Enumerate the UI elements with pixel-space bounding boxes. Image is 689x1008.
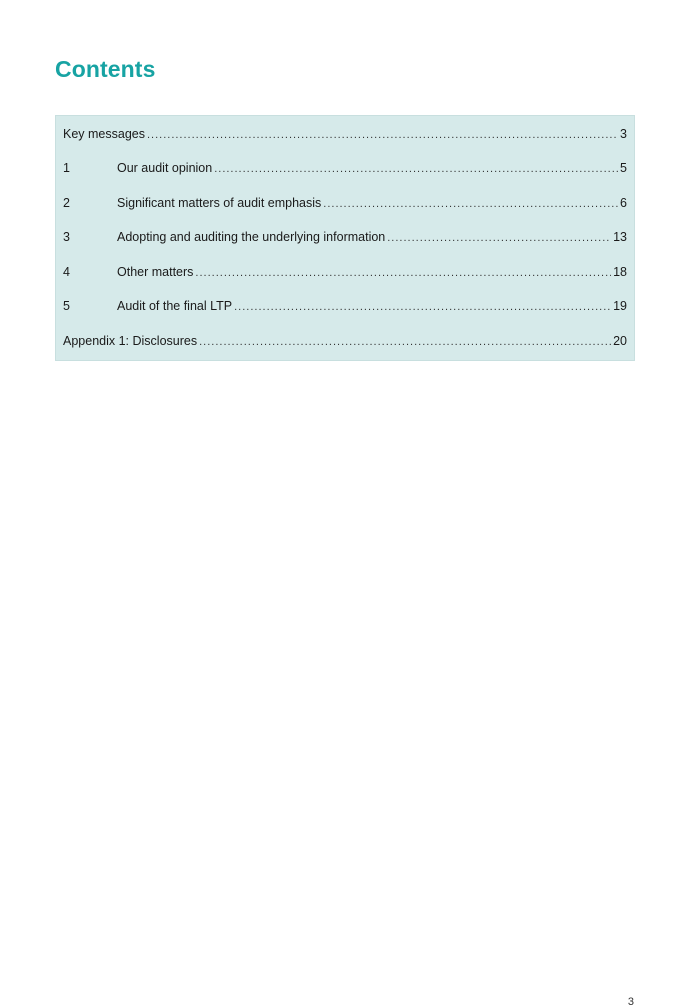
toc-entry-significant-matters[interactable] (63, 191, 627, 211)
page-title: Contents (55, 56, 156, 82)
toc-entry-number: 4 (63, 265, 70, 279)
toc-entry-page: 5 (620, 161, 627, 175)
toc-entry-key-messages[interactable] (63, 122, 627, 142)
toc-entry-label: Adopting and auditing the underlying information (117, 230, 386, 244)
toc-entry-label: Significant matters of audit emphasis (117, 196, 322, 210)
toc-dot-leader (195, 266, 611, 280)
toc-entry-appendix-disclosures[interactable] (63, 329, 627, 349)
toc-dot-leader (214, 162, 618, 176)
toc-entry-page: 18 (613, 265, 627, 279)
toc-entry-page: 19 (613, 299, 627, 313)
page-number: 3 (627, 996, 634, 1008)
toc-entry-page: 13 (613, 230, 627, 244)
toc-entry-number: 2 (63, 196, 70, 210)
table-of-contents (55, 115, 635, 361)
toc-entry-audit-of-final-ltp[interactable] (63, 294, 627, 314)
toc-entry-label: Other matters (117, 265, 194, 279)
toc-entry-number: 5 (63, 299, 70, 313)
toc-dot-leader (387, 231, 611, 245)
toc-entry-page: 6 (620, 196, 627, 210)
toc-entry-label: Our audit opinion (117, 161, 213, 175)
toc-dot-leader (234, 300, 611, 314)
toc-entry-our-audit-opinion[interactable] (63, 156, 627, 176)
toc-entry-number: 1 (63, 161, 70, 175)
toc-entry-label: Key messages (63, 127, 145, 141)
toc-entry-adopting-and-auditing[interactable] (63, 225, 627, 245)
toc-dot-leader (199, 335, 611, 349)
toc-entry-page: 3 (620, 127, 627, 141)
toc-entry-other-matters[interactable] (63, 260, 627, 280)
toc-dot-leader (323, 197, 618, 211)
toc-entry-page: 20 (613, 334, 627, 348)
toc-entry-number: 3 (63, 230, 70, 244)
toc-entry-label: Audit of the final LTP (117, 299, 233, 313)
toc-dot-leader (147, 128, 618, 142)
toc-entry-label: Appendix 1: Disclosures (63, 334, 198, 348)
